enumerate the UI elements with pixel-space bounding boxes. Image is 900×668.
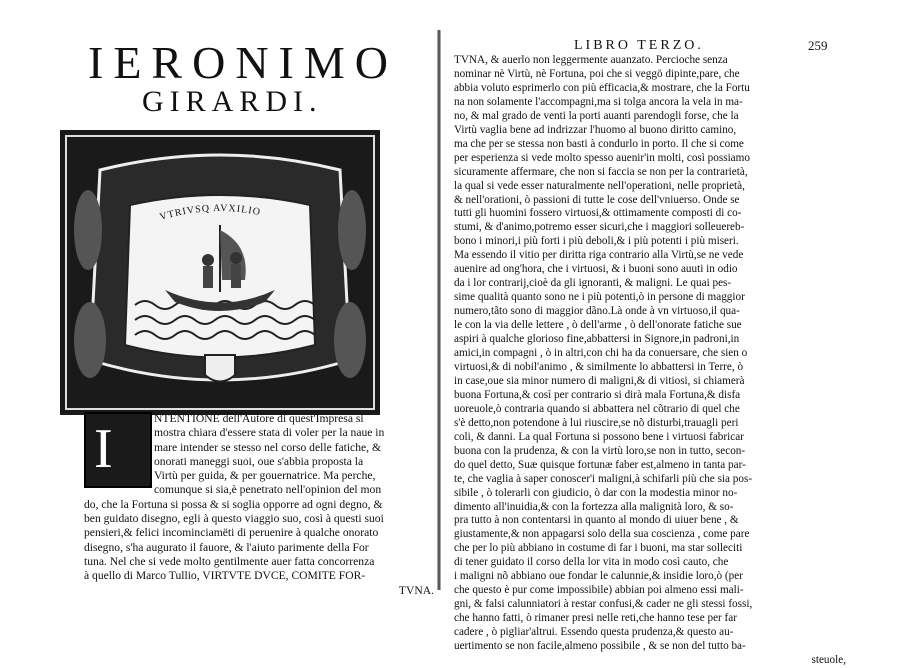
text-line: onorati maneggi suoi, oue s'abbia proposta la xyxy=(154,454,364,468)
text-line: tutti gli huomini fossero virtuosi,& ottimamente composti di co- xyxy=(454,207,742,220)
text-line: che questo è pur come impossibile) abbian poi almeno essi mali- xyxy=(454,584,744,597)
book-gutter xyxy=(437,30,441,590)
text-line: TVNA, & auerlo non leggermente auanzato. Percioche senza xyxy=(454,54,728,66)
running-head: LIBRO TERZO. xyxy=(574,38,704,53)
text-line: buona con la prudenza, & con la virtù loro,se non in tutto, secon- xyxy=(454,444,746,457)
text-line: cadere , ò pigliar'altrui. Essendo questa prudenza,& questo au- xyxy=(454,626,734,639)
emblem-illustration xyxy=(60,130,380,415)
text-line: Virtù vaglia bene ad indrizzar l'huomo al buono diritto camino, xyxy=(454,123,737,136)
text-line: in case,oue sia minor numero di maligni,& di vitiosi, si chiamerà xyxy=(454,374,745,387)
text-line: TVNA. xyxy=(398,583,434,597)
text-line: nominar nè Virtù, nè Fortuna, poi che si veggö dipinte,pare, che xyxy=(454,67,740,80)
author-last-name: GIRARDI. xyxy=(142,85,323,118)
right-body-text xyxy=(454,54,846,668)
text-line: ben guidato disegno, egli à questo viaggio suo, così à questi suoi xyxy=(84,512,384,526)
text-line: dimento all'inuidia,& con la fortezza alla malignità loro, & so- xyxy=(454,500,734,513)
text-line: numero,tãto sono di maggior dãno.Là onde à vn virtuoso,il qua- xyxy=(454,305,740,318)
text-line: bono i minori,i più forti i più deboli,& i più potenti i più miseri. xyxy=(454,235,739,248)
text-line: mostra chiara d'essere stata di voler per la naue in xyxy=(154,426,385,440)
text-line: aspiri à qualche glorioso fine,abbattersi in Signore,in padroni,in xyxy=(454,333,740,346)
text-line: amici,in compagni , ò in altri,con chi ha da conuersare, che sien o xyxy=(454,347,748,360)
text-line: Ma essendo il vitio per diritta riga contrario alla Virtù,se ne vede xyxy=(454,249,744,262)
text-line: abbia voluto esprimerlo con più efficacia,& mostrare, che la Fortu xyxy=(454,81,750,94)
text-line: pra tutto à non contentarsi in quanto al mondo di uiuer bene , & xyxy=(454,514,739,527)
text-line: giustamente,& non appagarsi solo della sua coscienza , come pare xyxy=(454,528,750,541)
text-line: buona Fortuna,& così per contrario si dirà mala Fortuna,& disfa xyxy=(454,388,741,401)
text-line: steuole, xyxy=(811,653,846,666)
emblem-motto: VTRIVSQ AVXILIO xyxy=(158,202,262,223)
text-line: disegno, s'ha augurato il fauore, & l'aiuto parimente della For xyxy=(84,540,369,554)
text-line: auenire ad ong'hora, che i virtuosi, & i buoni sono auuti in odio xyxy=(454,263,738,276)
text-line: te, che vaglia à saper conoscer'i maligni,à schifarli più che sia pos- xyxy=(454,472,753,485)
text-line: do, che la Fortuna si possa & si soglia opporre ad ogni degno, & xyxy=(84,497,383,511)
text-line: s'è detto,non potendone à lui riuscire,se nõ disturbi,trauagli peri xyxy=(454,416,739,429)
text-line: sime qualità quanto sono ne i più potenti,ò in persone di maggior xyxy=(454,291,745,304)
text-line: mare intender se stesso nel corso delle fatiche, & xyxy=(154,440,381,454)
text-line: comunque si sia,è penetrato nell'opinion del mon xyxy=(154,483,382,497)
text-line: & nell'orationi, ò passioni di tutte le cose dell'vniuerso. Onde se xyxy=(454,193,740,206)
text-line: coli, & danni. La qual Fortuna si possono bene i virtuosi fabricar xyxy=(454,430,744,443)
text-line: na non solamente l'accompagni,ma si tolga ancora la vela in ma- xyxy=(454,95,743,108)
text-line: virtuosi,& di nobil'animo , & similmente lo abbattersi in Terre, ò xyxy=(454,360,744,373)
text-line: che hanno fatti, ò rimaner presi nelle reti,che hanno tese per far xyxy=(454,612,737,625)
text-line: che per lo più abbiano in costume di far i buoni, ma star solleciti xyxy=(454,542,743,555)
decorated-initial-letter: I xyxy=(94,418,113,480)
text-line: ma che per se stessa non basti à condurlo in porto. Il che si come xyxy=(454,137,744,150)
page-number: 259 xyxy=(808,38,828,53)
text-line: gni, & falsi calunniatori à restar confusi,& cader ne gli stessi fossi, xyxy=(454,598,753,611)
text-line: pensieri,& felici incominciamëti di peruenire à qualche onorato xyxy=(84,526,379,540)
text-line: le con la via delle lettere , ò dell'arme , ò dell'onorate fatiche sue xyxy=(454,319,742,332)
text-line: Virtù per guida, & per gouernatrice. Ma perche, xyxy=(154,469,376,483)
text-line: i maligni nõ abbiano oue fondar le calunnie,& insidie loro,ò (per xyxy=(454,570,743,583)
text-line: tuna. Nel che si vede molto gentilmente auer fatta concorrenza xyxy=(84,554,375,568)
left-body-text xyxy=(84,412,434,598)
text-line: uoreuole,ò contraria quando si abbattera nel cõtrario di quel che xyxy=(454,402,740,415)
text-line: NTENTIONE dell'Autore di quest'Impresa si xyxy=(154,412,364,425)
emblem-engraving xyxy=(60,130,380,415)
right-page xyxy=(446,30,846,666)
text-line: stumi, & d'animo,potremo esser sicuri,che i maggiori solleuereb- xyxy=(454,221,745,234)
text-line: di tener guidato il corso della lor vita in modo così cauto, che xyxy=(454,556,729,569)
text-line: sicuramente affermare, che non si faccia se non per la contrarietà, xyxy=(454,165,748,178)
text-line: uertimento se non facile,almeno possibile , & se non del tutto ba- xyxy=(454,640,746,653)
text-line: da i lor contrarij,cioè da gli ignoranti, & maligni. Le quai pes- xyxy=(454,277,732,290)
author-first-name: IERONIMO xyxy=(88,37,398,88)
text-line: do quel detto, Suæ quisque fortunæ faber est,almeno in tanta par- xyxy=(454,458,746,471)
text-line: la qual si vede esser naturalmente nell'operationi, nelle proprietà, xyxy=(454,179,745,192)
left-page xyxy=(60,30,434,597)
text-line: sibile , ò tolerarli con giudicio, ò dar con la modestia minor no- xyxy=(454,486,738,499)
text-line: per esperienza si vede molto spesso auenir'in molti, così possiamo xyxy=(454,151,750,164)
text-line: no, & mal grado de venti la porti auanti parendogli forse, che la xyxy=(454,109,739,122)
text-line: à quello di Marco Tullio, VIRTVTE DVCE, COMITE FOR- xyxy=(84,569,366,583)
